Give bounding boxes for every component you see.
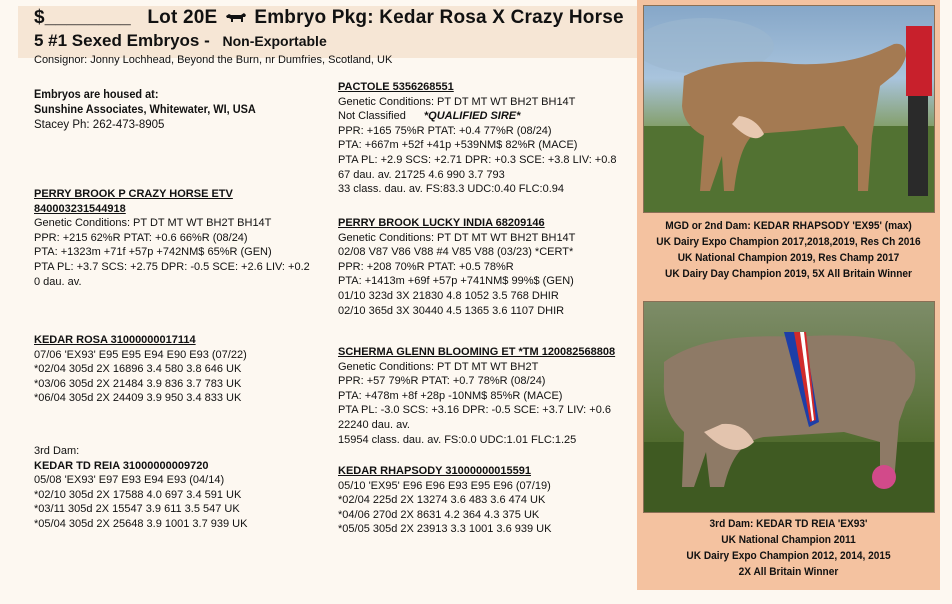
caption-line: UK Dairy Day Champion 2019, 5X All Britain Winner	[665, 268, 912, 280]
info-line: *05/04 305d 2X 25648 3.9 1001 3.7 939 UK	[34, 517, 248, 530]
info-line: 07/06 'EX93' E95 E95 E94 E90 E93 (07/22)	[34, 348, 247, 361]
info-line: *06/04 305d 2X 24409 3.9 950 3.4 833 UK	[34, 392, 242, 405]
dam-name: PERRY BROOK LUCKY INDIA 68209146	[338, 217, 545, 229]
info-line: 15954 class. dau. av. FS:0.0 UDC:1.01 FLC:1.25	[338, 433, 577, 446]
info-line: PTA: +1413m +69f +57p +741NM$ 99%$ (GEN)	[338, 275, 574, 288]
info-line: *02/04 305d 2X 16896 3.4 580 3.8 646 UK	[34, 363, 242, 376]
third-dam-name: KEDAR TD REIA 31000000009720	[34, 459, 209, 472]
dam-name: KEDAR ROSA 31000000017114	[34, 334, 196, 346]
housed-heading: Embryos are housed at:	[34, 89, 159, 101]
subtitle	[34, 31, 327, 51]
caption-line: 3rd Dam: KEDAR TD REIA 'EX93'	[709, 518, 868, 530]
third-dam-label: 3rd Dam:	[34, 445, 80, 457]
photo-panel	[637, 0, 940, 590]
cow-photo-illustration	[644, 6, 934, 212]
housed-block	[34, 88, 267, 133]
sire-name: PACTOLE 5356268551	[338, 81, 454, 93]
info-line: 05/08 'EX93' E97 E93 E94 E93 (04/14)	[34, 474, 225, 487]
info-line: *02/04 225d 2X 13274 3.6 483 3.6 474 UK	[338, 494, 546, 507]
info-line: 02/08 V87 V86 V88 #4 V85 V88 (03/23) *CERT*	[338, 246, 574, 259]
caption-top	[649, 218, 928, 282]
info-line: *03/11 305d 2X 15547 3.9 611 3.5 547 UK	[34, 503, 240, 516]
info-line: PTA: +1323m +71f +57p +742NM$ 65%R (GEN)	[34, 246, 272, 259]
photo-kedar-rhapsody	[643, 5, 935, 213]
caption-line: UK National Champion 2019, Res Champ 2017	[677, 252, 900, 264]
sire-reg: 840003231544918	[34, 202, 126, 215]
third-dam-block	[34, 444, 247, 532]
info-line: 22240 dau. av.	[338, 418, 410, 431]
info-line: *05/05 305d 2X 23913 3.3 1001 3.6 939 UK	[338, 523, 552, 536]
info-line: PPR: +57 79%R PTAT: +0.7 78%R (08/24)	[338, 375, 546, 388]
classification-line	[338, 109, 617, 124]
package-title: Embryo Pkg: Kedar Rosa X Crazy Horse	[254, 7, 624, 28]
dam-lucky-india	[338, 216, 575, 318]
info-line: 01/10 323d 3X 21830 4.8 1052 3.5 768 DHIR	[338, 289, 559, 302]
info-line: Genetic Conditions: PT DT MT WT BH2T	[338, 360, 539, 373]
lot-title	[34, 7, 624, 29]
info-line: Genetic Conditions: PT DT MT WT BH2T BH14T	[34, 217, 272, 230]
info-line: Genetic Conditions: PT DT MT WT BH2T BH14T	[338, 95, 576, 108]
sire-name: SCHERMA GLENN BLOOMING ET *TM 120082568808	[338, 346, 616, 358]
info-line: PPR: +208 70%R PTAT: +0.5 78%R	[338, 260, 514, 273]
non-exportable-label: Non-Exportable	[222, 33, 327, 49]
info-line: PTA: +667m +52f +41p +539NM$ 82%R (MACE)	[338, 139, 578, 152]
sire-scherma	[338, 345, 615, 447]
sire-pactole	[338, 80, 617, 197]
caption-line: MGD or 2nd Dam: KEDAR RHAPSODY 'EX95' (max)	[665, 220, 912, 232]
info-line: Genetic Conditions: PT DT MT WT BH2T BH14T	[338, 231, 576, 244]
info-line: PTA PL: +2.9 SCS: +2.71 DPR: +0.3 SCE: +3.8 LIV: +0.8	[338, 153, 617, 166]
info-line: 0 dau. av.	[34, 275, 82, 288]
info-line: 05/10 'EX95' E96 E96 E93 E95 E96 (07/19)	[338, 479, 551, 492]
housed-contact: Stacey Ph: 262-473-8905	[34, 119, 165, 131]
info-line: PPR: +215 62%R PTAT: +0.6 66%R (08/24)	[34, 231, 248, 244]
info-line: *02/10 305d 2X 17588 4.0 697 3.4 591 UK	[34, 488, 242, 501]
info-line: 02/10 365d 3X 30440 4.5 1365 3.6 1107 DHIR	[338, 304, 565, 317]
sire-name: PERRY BROOK P CRAZY HORSE ETV	[34, 188, 233, 200]
info-line: PTA PL: +3.7 SCS: +2.75 DPR: -0.5 SCE: +2.6 LIV: +0.2	[34, 260, 310, 273]
info-line: *03/06 305d 2X 21484 3.9 836 3.7 783 UK	[34, 377, 242, 390]
info-line: 67 dau. av. 21725 4.6 990 3.7 793	[338, 168, 505, 181]
info-line: PPR: +165 75%R PTAT: +0.4 77%R (08/24)	[338, 124, 552, 137]
cow-photo-illustration	[644, 302, 934, 512]
caption-bottom	[649, 516, 928, 580]
sire-crazy-horse	[34, 187, 310, 289]
info-line: PTA PL: -3.0 SCS: +3.16 DPR: -0.5 SCE: +3.7 LIV: +0.6	[338, 404, 612, 417]
housed-place: Sunshine Associates, Whitewater, WI, USA	[34, 104, 256, 116]
embryo-count: 5 #1 Sexed Embryos -	[34, 31, 210, 50]
not-classified: Not Classified	[338, 110, 406, 123]
dam-kedar-rosa	[34, 333, 247, 406]
info-line: 33 class. dau. av. FS:83.3 UDC:0.40 FLC:0.94	[338, 183, 565, 196]
photo-kedar-td-reia	[643, 301, 935, 513]
caption-line: 2X All Britain Winner	[738, 566, 839, 578]
caption-line: UK Dairy Expo Champion 2017,2018,2019, Res Ch 2016	[656, 236, 921, 248]
cow-icon	[225, 12, 247, 24]
dam-kedar-rhapsody	[338, 464, 551, 537]
qualified-sire: *QUALIFIED SIRE*	[423, 110, 521, 123]
price-blank: $________	[34, 7, 131, 28]
info-line: *04/06 270d 2X 8631 4.2 364 4.3 375 UK	[338, 508, 540, 521]
info-line: PTA: +478m +8f +28p -10NM$ 85%R (MACE)	[338, 389, 563, 402]
consignor: Consignor: Jonny Lochhead, Beyond the Burn, nr Dumfries, Scotland, UK	[34, 54, 393, 66]
lot-number: Lot 20E	[147, 7, 218, 28]
caption-line: UK Dairy Expo Champion 2012, 2014, 2015	[686, 550, 891, 562]
dam-name: KEDAR RHAPSODY 31000000015591	[338, 465, 532, 477]
caption-line: UK National Champion 2011	[721, 534, 856, 546]
